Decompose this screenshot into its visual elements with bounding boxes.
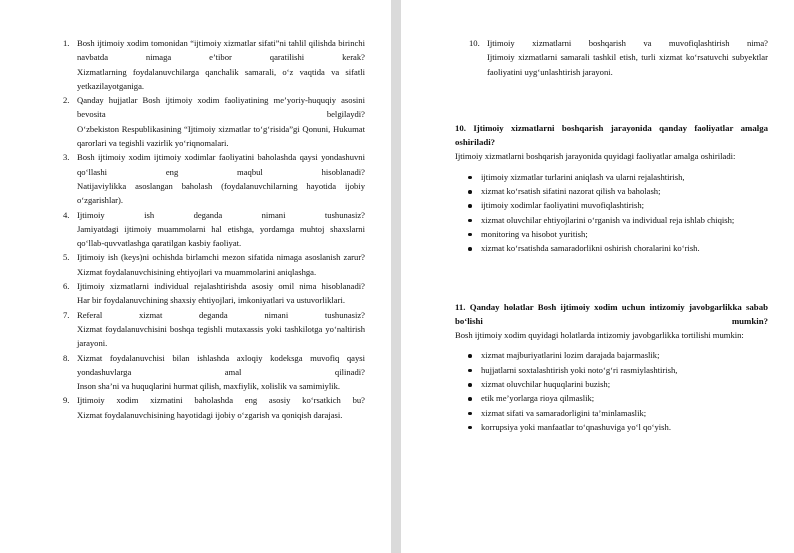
bullet-item: xizmat ko‘rsatishda samaradorlikni oshirish choralarini ko‘rish.	[455, 241, 768, 255]
question-number: 6.	[63, 281, 70, 292]
question-item	[63, 279, 365, 308]
bullet-item: xizmat oluvchilar ehtiyojlarini o‘rganish va individual reja ishlab chiqish;	[455, 213, 768, 227]
question-item	[63, 208, 365, 251]
question-item	[63, 36, 365, 93]
answer-text: Xizmat foydalanuvchisining ehtiyojlari va muammolarini aniqlashga.	[77, 266, 317, 277]
question-item	[63, 93, 365, 150]
section-11-intro: Bosh ijtimoiy xodim quyidagi holatlarda intizomiy javobgarlikka tortilishi mumkin:	[455, 330, 744, 341]
page-gap	[391, 0, 401, 553]
answer-text: Xizmat foydalanuvchisining hayotidagi ijobiy o‘zgarish va qoniqish darajasi.	[77, 409, 343, 420]
question-text: Referal xizmat deganda nimani tushunasiz?	[77, 309, 365, 320]
question-number: 4.	[63, 209, 70, 220]
question-number: 9.	[63, 395, 70, 406]
answer-text: Jamiyatdagi ijtimoiy muammolarni hal etishga, yordamga muhtoj shaxslarni qo‘llab-quvvatlashga qaratilgan kasbiy faoliyat.	[77, 223, 365, 249]
answer-text: Inson sha’ni va huquqlarini hurmat qilish, maxfiylik, xolislik va samimiylik.	[77, 381, 341, 392]
question-number: 1.	[63, 38, 70, 48]
question-number: 3.	[63, 152, 70, 163]
section-10-heading: 10. Ijtimoiy xizmatlarni boshqarish jarayonida qanday faoliyatlar amalga oshiriladi?	[455, 122, 768, 148]
answer-text: Xizmat foydalanuvchisini boshqa tegishli mutaxassis yoki tashkilotga yo‘naltirish jarayoni.	[77, 323, 365, 349]
bullet-item: xizmat ko‘rsatish sifatini nazorat qilish va baholash;	[455, 184, 768, 198]
question-text: Ijtimoiy ish (keys)ni ochishda birlamchi mezon sifatida nimaga asoslanish zarur?	[77, 252, 365, 263]
bullet-item: xizmat sifati va samaradorligini ta’minlamaslik;	[455, 406, 768, 420]
question-text: Ijtimoiy ish deganda nimani tushunasiz?	[77, 209, 365, 220]
bullet-item: xizmat oluvchilar huquqlarini buzish;	[455, 377, 768, 391]
question-number: 5.	[63, 252, 70, 263]
question-text: Ijtimoiy xizmatlarni boshqarish va muvofiqlashtirish nima?	[487, 38, 768, 48]
bullet-item: etik me’yorlarga rioya qilmaslik;	[455, 391, 768, 405]
question-text: Bosh ijtimoiy xodim ijtimoiy xodimlar faoliyatini baholashda qaysi yondashuvni qo‘llashi eng maqbul hisoblanadi?	[77, 152, 365, 177]
question-number: 2.	[63, 95, 70, 106]
question-text: Xizmat foydalanuvchisi bilan ishlashda axloqiy kodeksga muvofiq qaysi yondashuvlarga amal qilinadi?	[77, 352, 365, 377]
question-number: 8.	[63, 352, 70, 363]
question-text: Qanday hujjatlar Bosh ijtimoiy xodim faoliyatining me’yoriy-huquqiy asosini bevosita belgilaydi?	[77, 95, 365, 120]
bullet-item: monitoring va hisobot yuritish;	[455, 227, 768, 241]
question-item	[63, 351, 365, 394]
question-number: 7.	[63, 309, 70, 320]
question-number: 10.	[469, 38, 480, 48]
answer-text: Har bir foydalanuvchining shaxsiy ehtiyojlari, imkoniyatlari va ustuvorliklari.	[77, 295, 346, 306]
answer-text: Xizmatlarning foydalanuvchilarga qanchalik samarali, o‘z vaqtida va sifatli yetkazilayotganiga.	[77, 66, 365, 91]
document-page-left	[0, 0, 391, 553]
bullet-item: hujjatlarni soxtalashtirish yoki noto‘g‘ri rasmiylashtirish,	[455, 363, 768, 377]
question-item	[63, 150, 365, 207]
document-page-right	[401, 0, 794, 553]
question-list	[63, 36, 365, 422]
section-10	[455, 121, 768, 256]
answer-text: Ijtimoiy xizmatlarni samarali tashkil etish, turli xizmat ko‘rsatuvchi subyektlar faoliyatini uyg‘unlashtirish jarayoni.	[487, 52, 768, 77]
section-10-intro: Ijtimoiy xizmatlarni boshqarish jarayonida quyidagi faoliyatlar amalga oshiriladi:	[455, 151, 736, 162]
question-item	[63, 250, 365, 279]
section-11-heading: 11. Qanday holatlar Bosh ijtimoiy xodim uchun intizomiy javobgarlikka sabab bo‘lishi mumkin?	[455, 301, 768, 326]
question-text: Ijtimoiy xodim xizmatini baholashda eng asosiy ko‘rsatkich bu?	[77, 395, 365, 406]
question-item	[63, 308, 365, 351]
question-text: Bosh ijtimoiy xodim tomonidan “ijtimoiy xizmatlar sifati”ni tahlil qilishda birinchi navbatda nimaga e’tibor qaratilishi kerak?	[77, 38, 365, 63]
section-11-bullet-list	[455, 348, 768, 434]
answer-text: O‘zbekiston Respublikasining “Ijtimoiy xizmatlar to‘g‘risida”gi Qonuni, Hukumat qarorlari va tegishli vazirlik yo‘riqnomalari.	[77, 123, 365, 149]
bullet-item: ijtimoiy xizmatlar turlarini aniqlash va ularni rejalashtirish,	[455, 170, 768, 184]
question-10-item	[469, 36, 768, 79]
bullet-item: ijtimoiy xodimlar faoliyatini muvofiqlashtirish;	[455, 198, 768, 212]
question-text: Ijtimoiy xizmatlarni individual rejalashtirishda asosiy omil nima hisoblanadi?	[77, 281, 365, 292]
question-item	[63, 393, 365, 422]
bullet-item: korrupsiya yoki manfaatlar to‘qnashuviga yo‘l qo‘yish.	[455, 420, 768, 434]
answer-text: Natijaviylikka asoslangan baholash (foydalanuvchilarning hayotida ijobiy o‘zgarishlar).	[77, 180, 365, 206]
section-10-bullet-list	[455, 170, 768, 256]
bullet-item: xizmat majburiyatlarini lozim darajada bajarmaslik;	[455, 348, 768, 362]
section-11	[455, 300, 768, 435]
